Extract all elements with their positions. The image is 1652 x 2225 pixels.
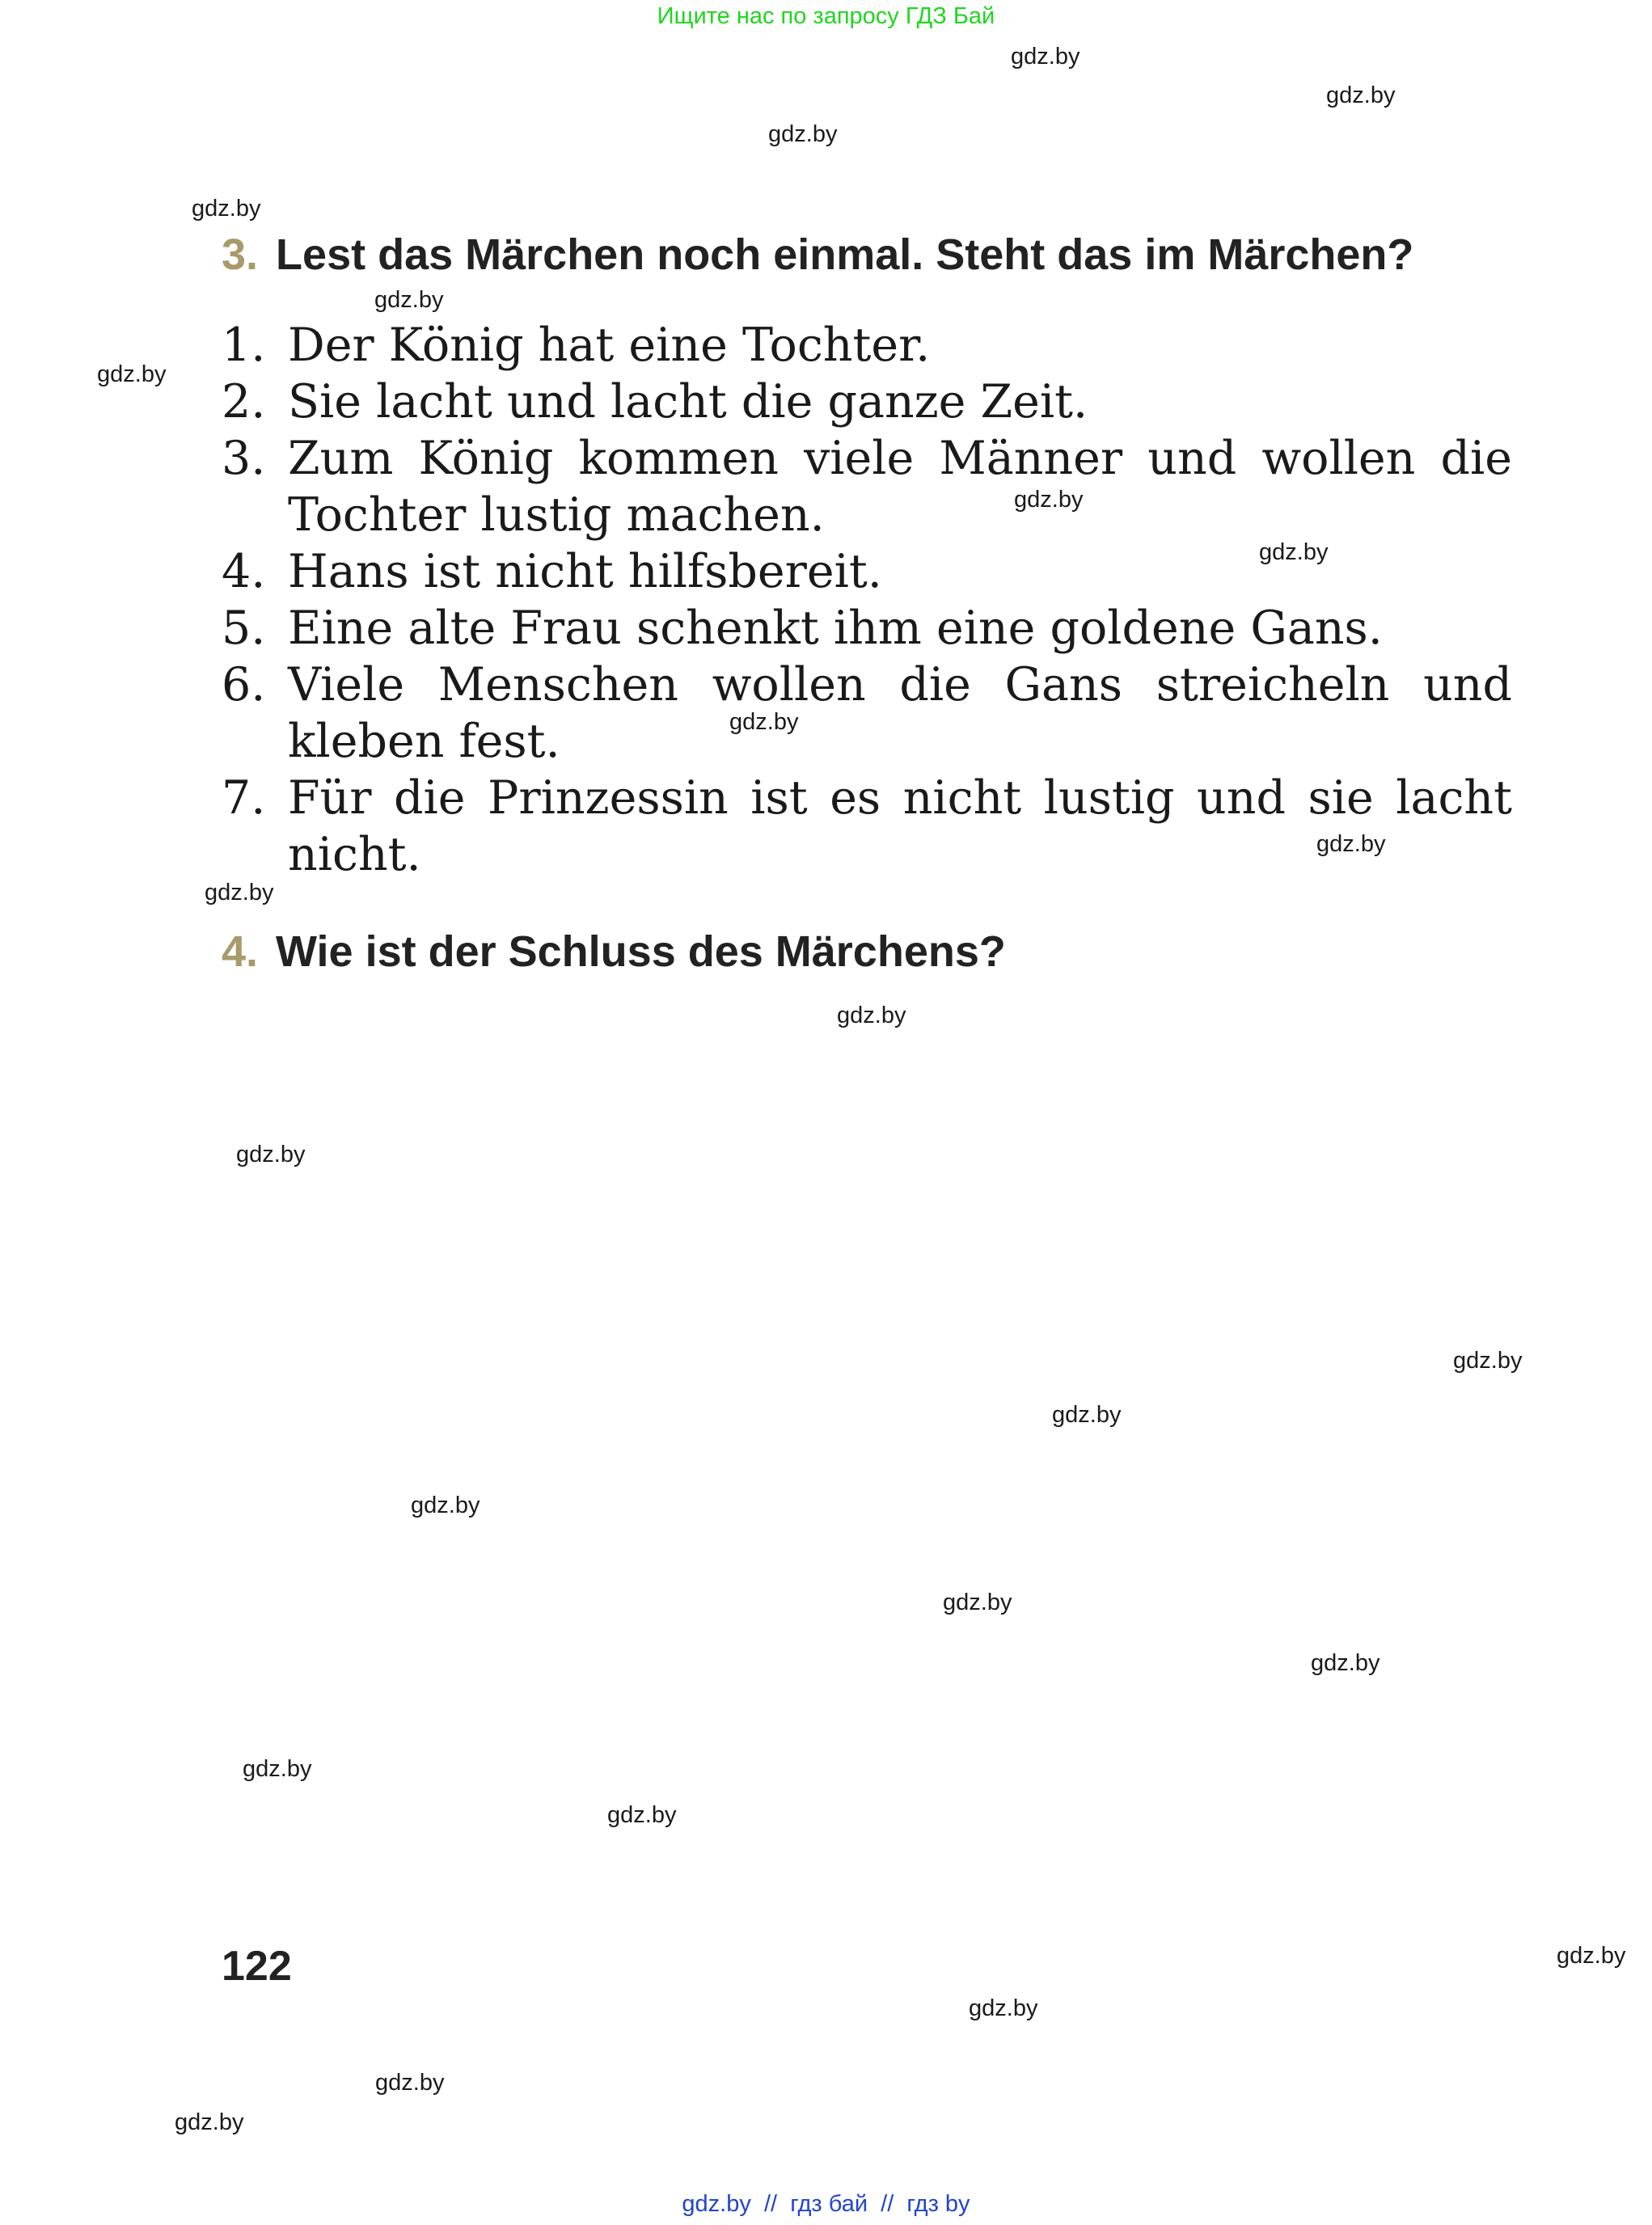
watermark: gdz.by xyxy=(411,1492,480,1518)
statement-number: 6. xyxy=(222,658,266,711)
watermark: gdz.by xyxy=(175,2109,244,2135)
watermark: gdz.by xyxy=(374,287,444,313)
watermark: gdz.by xyxy=(97,361,167,387)
statement-item xyxy=(222,657,1512,770)
task-3-title: Lest das Märchen noch einmal. Steht das im Märchen? xyxy=(276,230,1414,279)
statement-text: Eine alte Frau schenkt ihm eine goldene Gans. xyxy=(288,602,1383,655)
statement-item xyxy=(222,770,1512,883)
statement-item xyxy=(222,600,1512,657)
watermark: gdz.by xyxy=(969,1995,1038,2021)
watermark: gdz.by xyxy=(943,1590,1012,1615)
watermark: gdz.by xyxy=(729,709,799,735)
watermark: gdz.by xyxy=(205,880,274,906)
task-4-title: Wie ist der Schluss des Märchens? xyxy=(276,927,1006,976)
watermark: gdz.by xyxy=(1011,44,1080,70)
page-number: 122 xyxy=(222,1943,292,1990)
task-4-number: 4. xyxy=(222,927,259,976)
watermark: gdz.by xyxy=(1052,1402,1122,1428)
watermark: gdz.by xyxy=(1326,82,1396,108)
task-3-number: 3. xyxy=(222,230,259,279)
top-banner: Ищите нас по запросу ГДЗ Бай xyxy=(657,3,995,29)
statement-item xyxy=(222,430,1512,543)
statement-list xyxy=(222,317,1512,883)
statement-text: Zum König kommen viele Männer und wollen die Tochter lustig machen. xyxy=(288,432,1512,542)
watermark: gdz.by xyxy=(243,1756,312,1782)
watermark: gdz.by xyxy=(1453,1348,1523,1374)
statement-item xyxy=(222,543,1512,600)
statement-text: Viele Menschen wollen die Gans streicheln und kleben fest. xyxy=(288,658,1512,768)
statement-number: 4. xyxy=(222,545,266,598)
watermark: gdz.by xyxy=(607,1802,677,1828)
statement-number: 1. xyxy=(222,319,266,372)
watermark: gdz.by xyxy=(192,196,261,222)
statement-number: 7. xyxy=(222,771,266,825)
watermark: gdz.by xyxy=(837,1003,906,1028)
footer-links[interactable]: gdz.by // гдз бай // гдз by xyxy=(682,2191,970,2217)
statement-text: Der König hat eine Tochter. xyxy=(288,319,931,372)
watermark: gdz.by xyxy=(236,1142,306,1167)
task-4-heading xyxy=(222,927,1006,977)
watermark: gdz.by xyxy=(1014,487,1084,513)
watermark: gdz.by xyxy=(1557,1943,1626,1969)
statement-text: Für die Prinzessin ist es nicht lustig und sie lacht nicht. xyxy=(288,771,1512,881)
watermark: gdz.by xyxy=(375,2070,445,2096)
watermark: gdz.by xyxy=(1311,1650,1380,1676)
statement-item xyxy=(222,374,1512,430)
watermark: gdz.by xyxy=(1259,539,1329,565)
statement-number: 3. xyxy=(222,432,266,485)
watermark: gdz.by xyxy=(768,121,838,147)
statement-item xyxy=(222,317,1512,374)
statement-number: 2. xyxy=(222,375,266,429)
watermark: gdz.by xyxy=(1316,831,1386,857)
statement-text: Hans ist nicht hilfsbereit. xyxy=(288,545,882,598)
statement-text: Sie lacht und lacht die ganze Zeit. xyxy=(288,375,1088,429)
task-3-heading xyxy=(222,230,1413,280)
statement-number: 5. xyxy=(222,602,266,655)
